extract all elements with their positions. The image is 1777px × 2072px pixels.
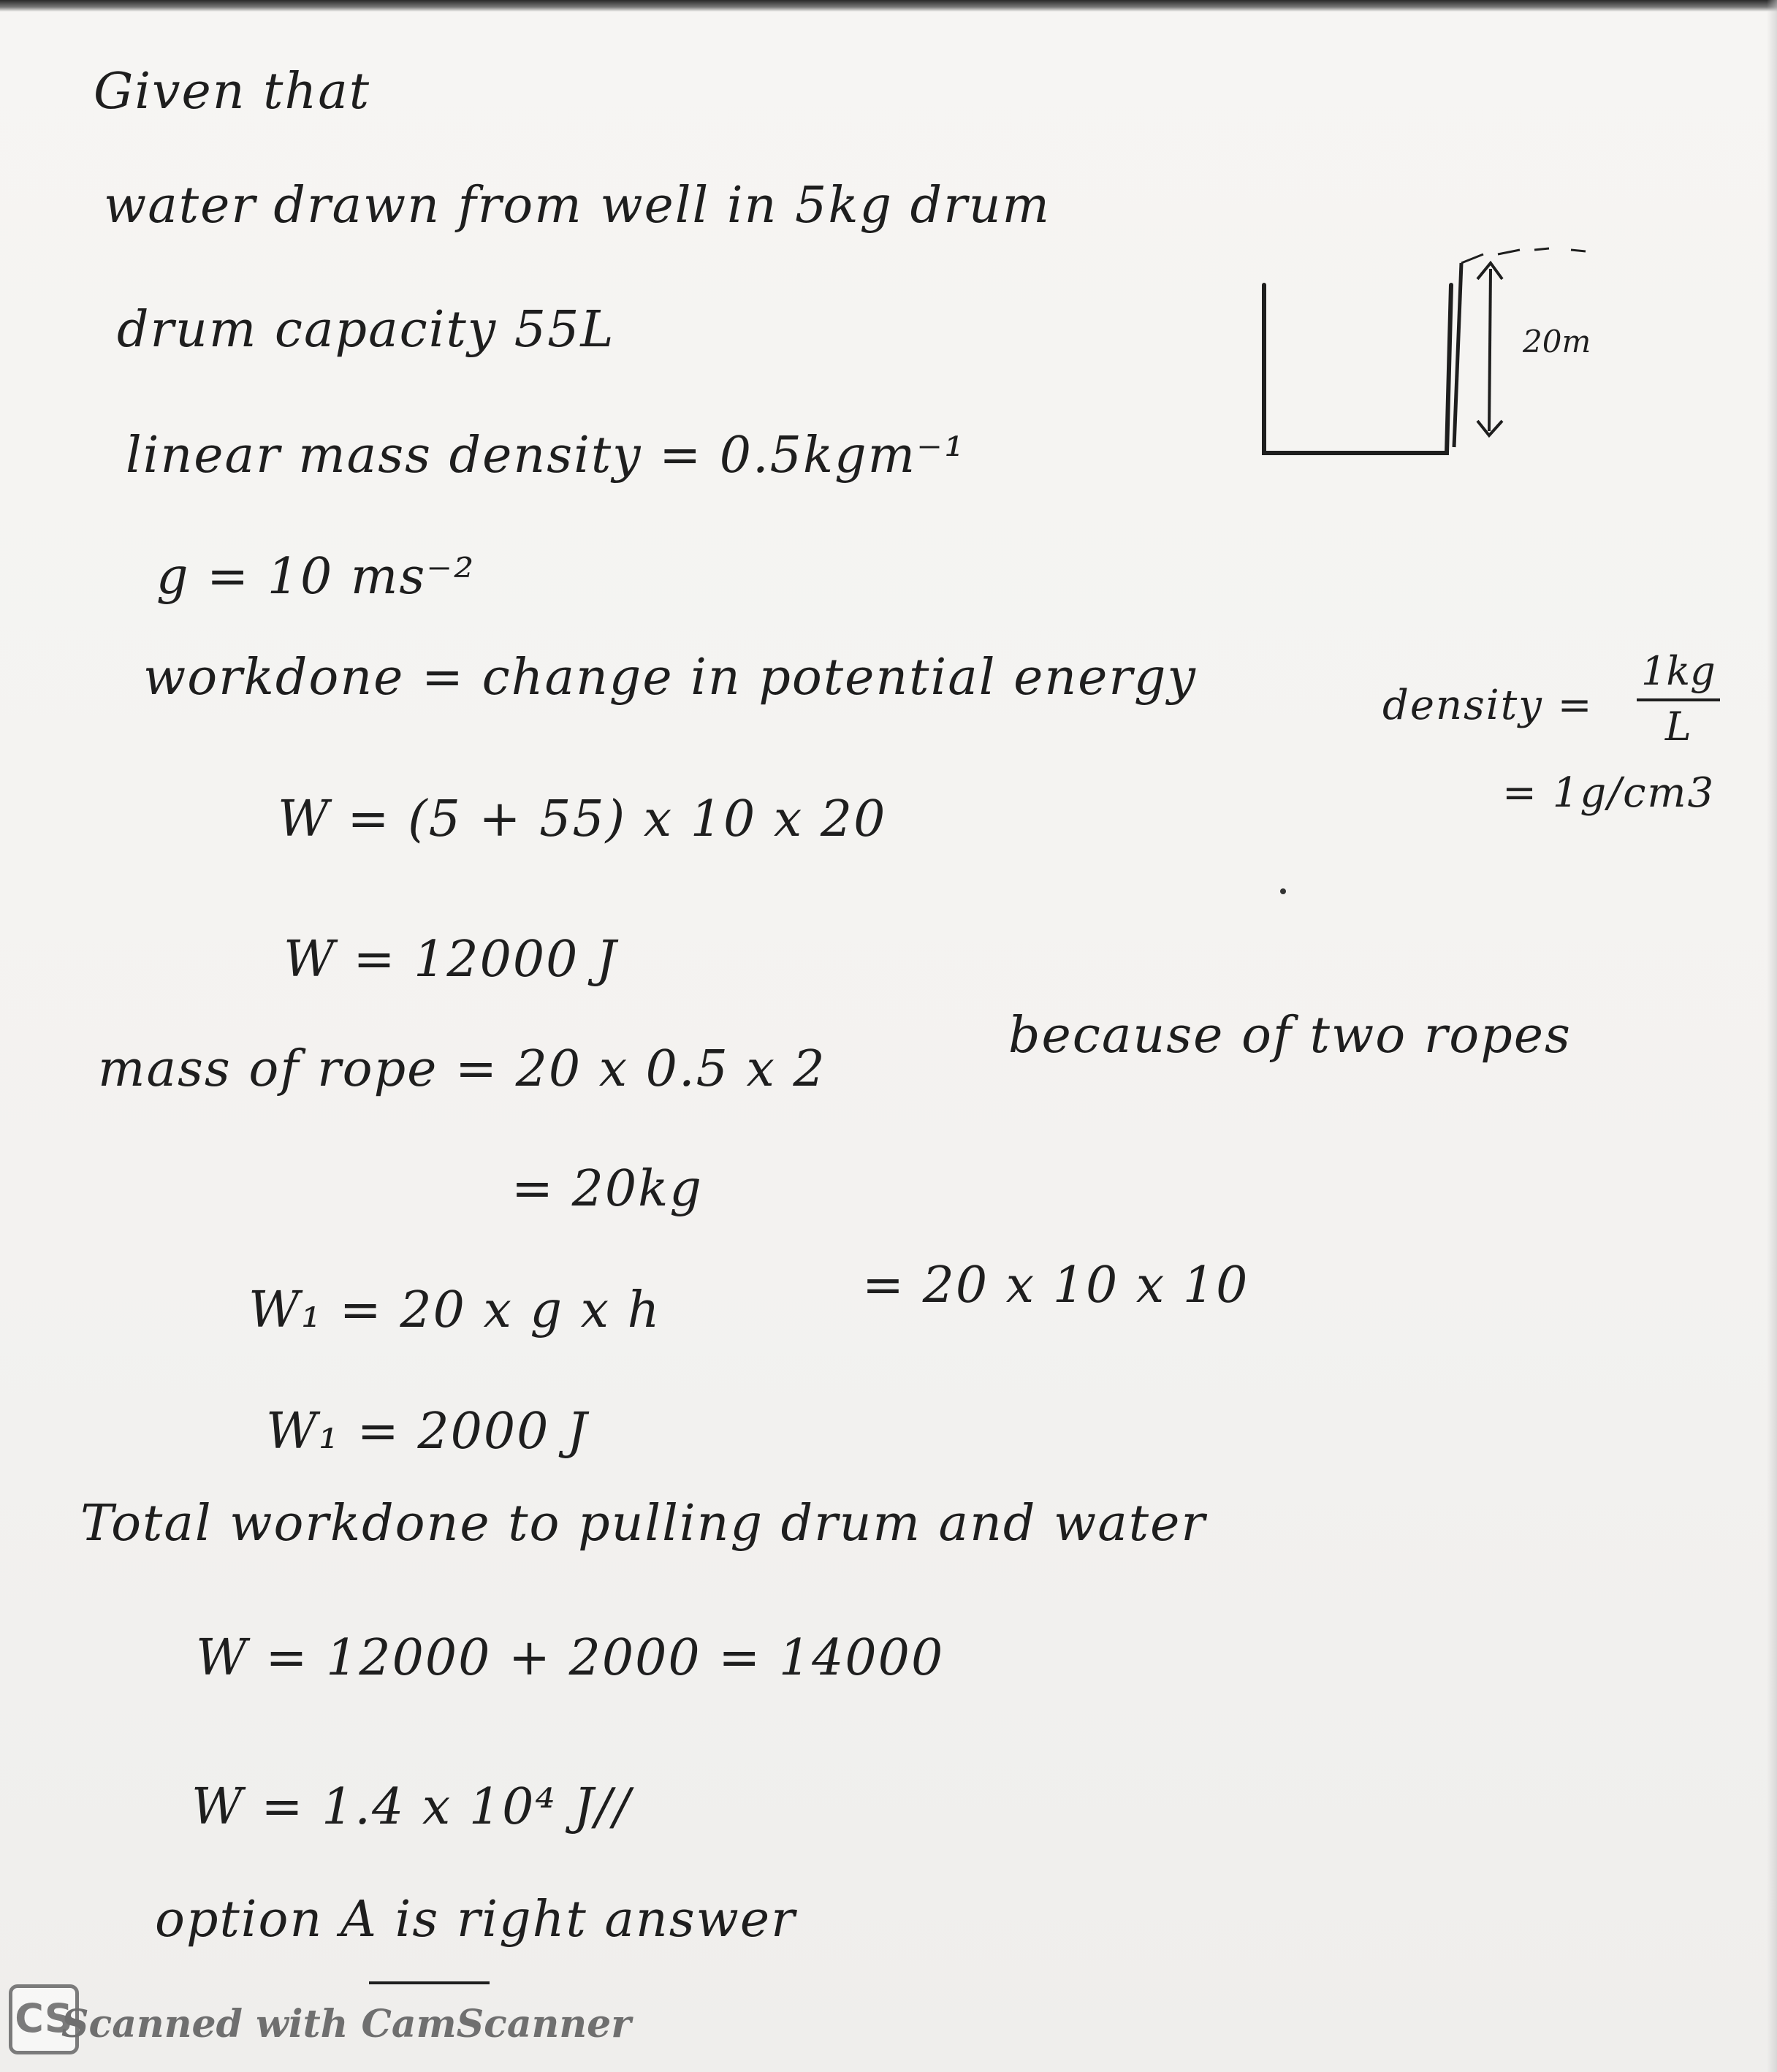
height-dimension-line — [1489, 269, 1491, 431]
density-label: density = — [1382, 682, 1594, 729]
line-rope-mass-result: = 20kg — [511, 1160, 703, 1218]
density-conversion: = 1g/cm3 — [1502, 769, 1716, 817]
line-total-sum: W = 12000 + 2000 = 14000 — [196, 1629, 945, 1687]
ink-dot — [1280, 888, 1286, 894]
line-rope-work-expression: W₁ = 20 x g x h — [248, 1281, 661, 1339]
camscanner-logo: CS — [9, 1984, 79, 2054]
page-top-edge — [0, 0, 1777, 12]
note-two-ropes: because of two ropes — [1008, 1007, 1572, 1064]
line-drum-capacity: drum capacity 55L — [117, 301, 615, 359]
density-denominator: L — [1664, 704, 1692, 750]
line-final-answer: W = 1.4 x 10⁴ J// — [191, 1778, 632, 1836]
line-gravity: g = 10 ms⁻² — [156, 548, 476, 606]
camscanner-watermark: Scanned with CamScanner — [61, 2002, 631, 2046]
density-fraction — [1637, 648, 1720, 750]
height-label: 20m — [1523, 324, 1591, 359]
line-option-a: option A is right answer — [155, 1891, 796, 1949]
drum-sketch — [1264, 285, 1451, 453]
line-work-result: W = 12000 J — [284, 931, 618, 989]
density-numerator: 1kg — [1637, 652, 1720, 701]
line-workdone-definition: workdone = change in potential energy — [143, 649, 1197, 706]
line-total-workdone: Total workdone to pulling drum and water — [80, 1495, 1206, 1553]
line-mass-of-rope: mass of rope = 20 x 0.5 x 2 — [98, 1040, 826, 1098]
page-right-edge — [1767, 0, 1777, 2072]
line-rope-work-values: = 20 x 10 x 10 — [862, 1257, 1249, 1314]
rope-line — [1454, 263, 1461, 447]
well-diagram — [1242, 234, 1651, 468]
ground-dashes — [1461, 248, 1586, 263]
line-rope-work-result: W₁ = 2000 J — [266, 1403, 589, 1460]
heading-given-that: Given that — [94, 63, 371, 121]
line-water-drawn: water drawn from well in 5kg drum — [104, 177, 1051, 235]
line-work-expression: W = (5 + 55) x 10 x 20 — [278, 791, 887, 848]
line-linear-mass-density: linear mass density = 0.5kgm⁻¹ — [126, 427, 966, 484]
option-a-underline — [369, 1981, 490, 1984]
